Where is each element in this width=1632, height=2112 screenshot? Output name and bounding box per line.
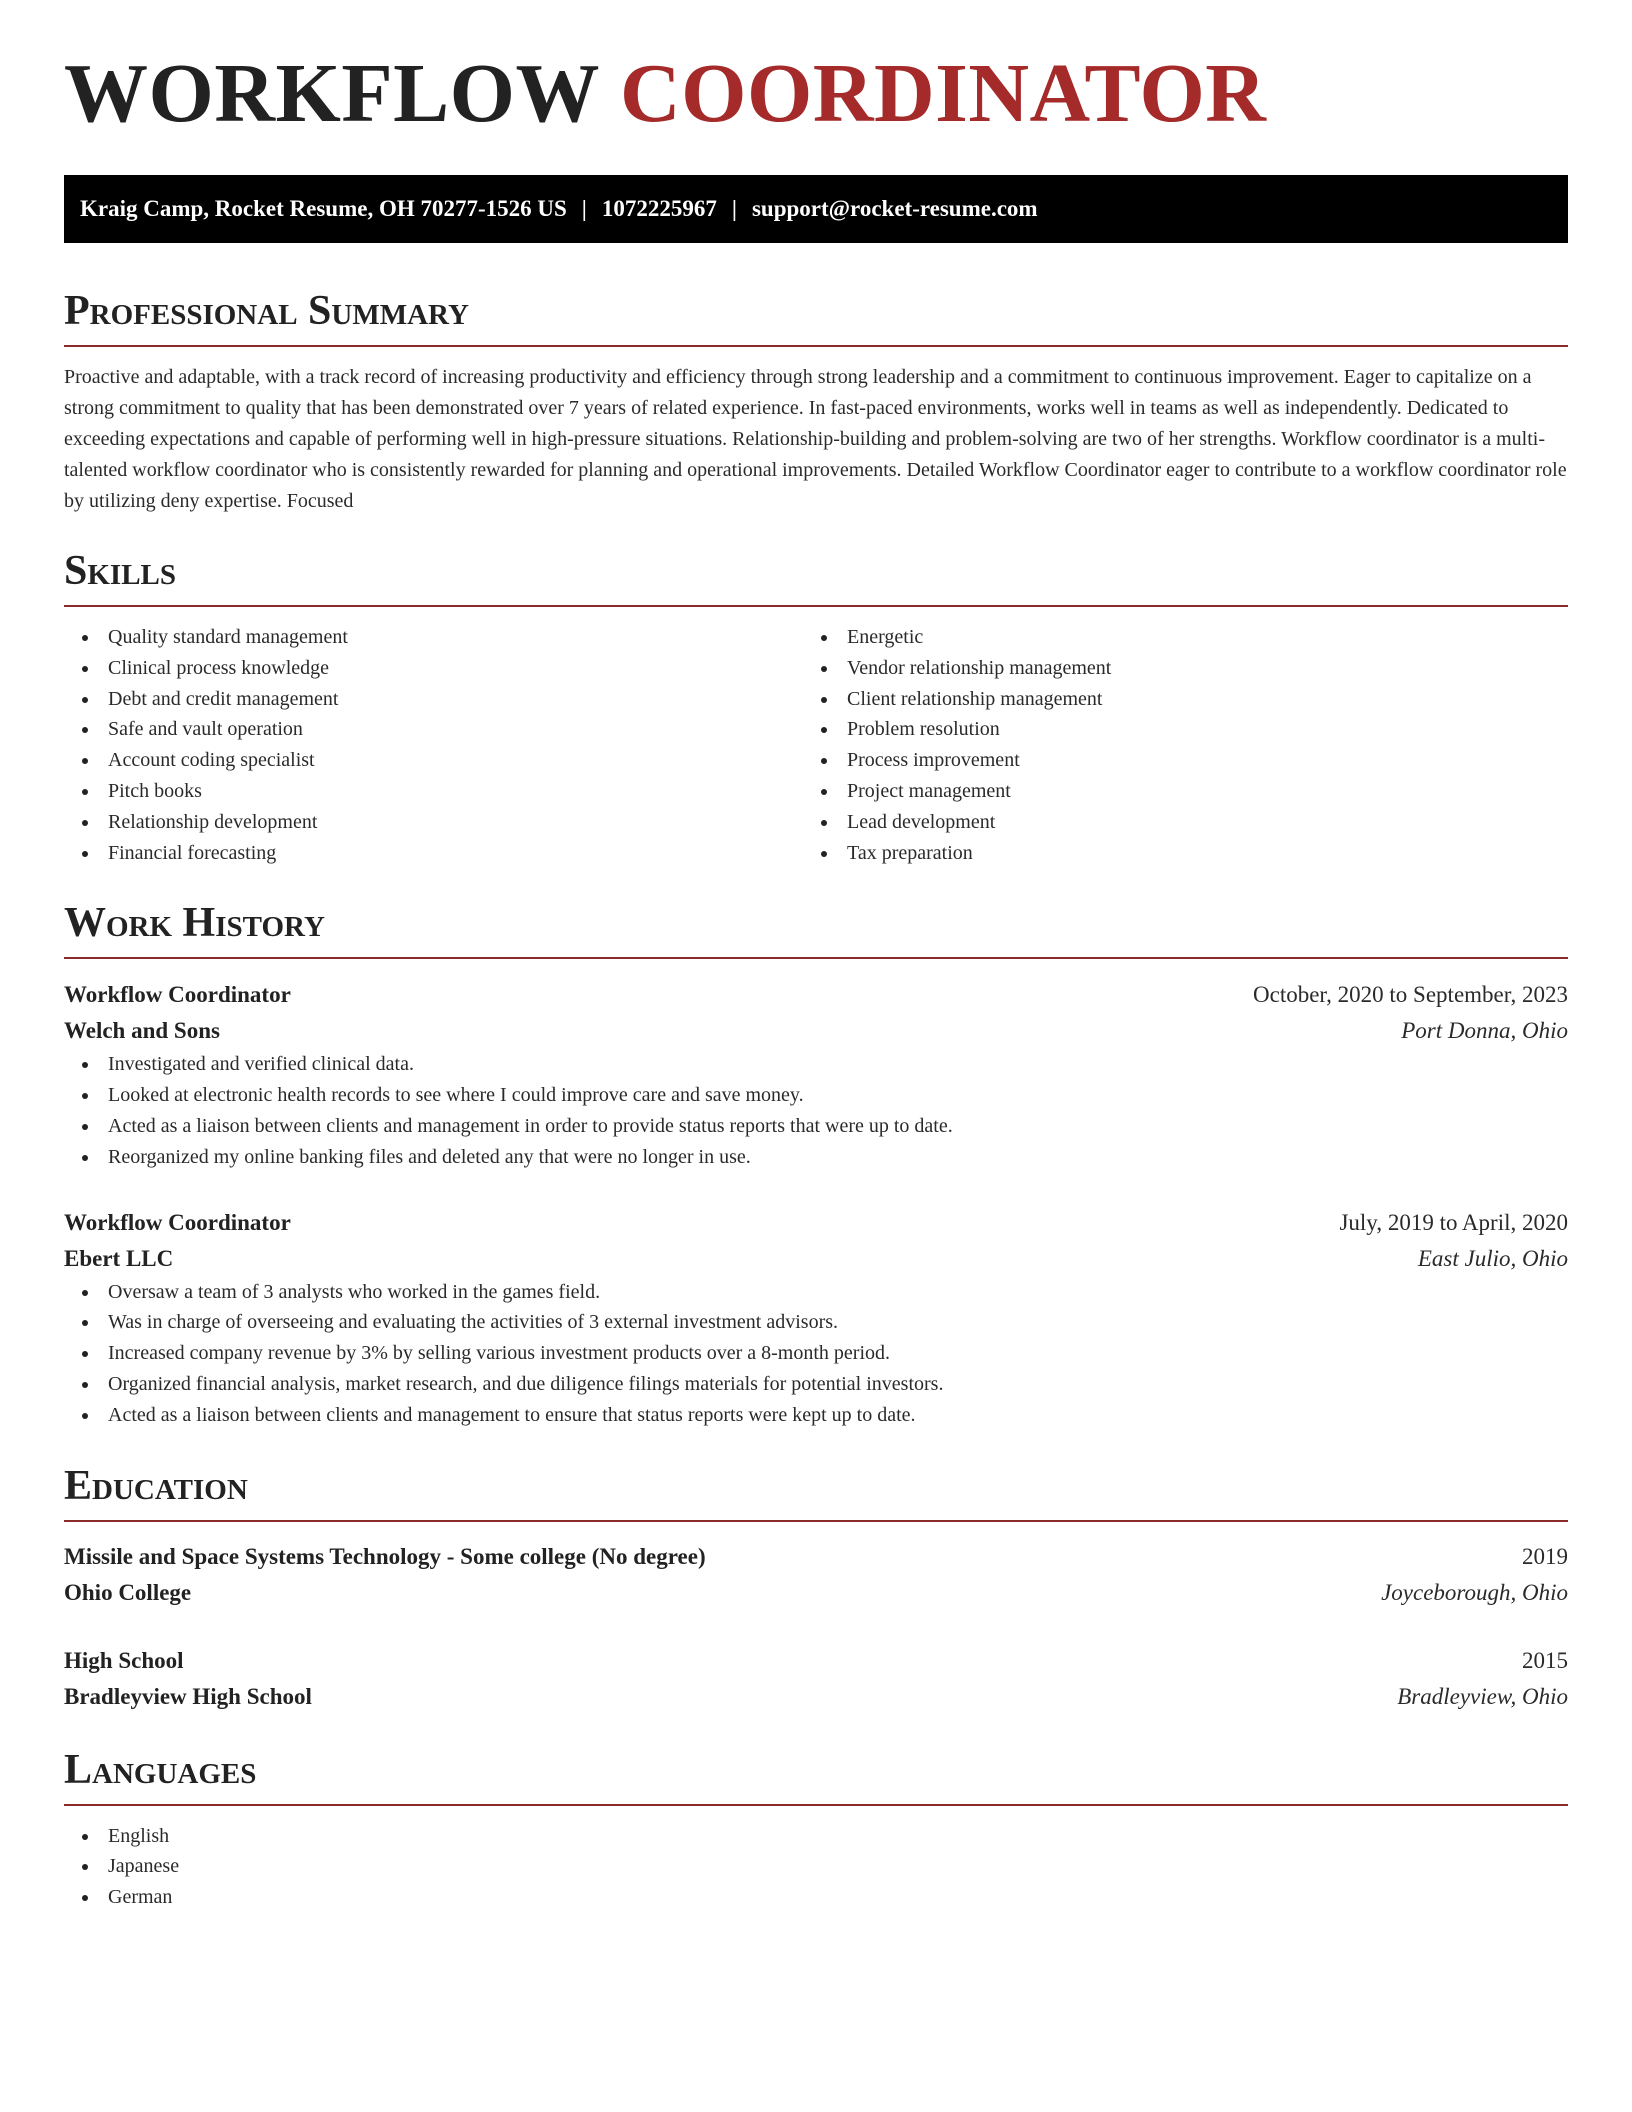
job-duties-list <box>64 1049 1568 1172</box>
education-degree-row <box>64 1643 1568 1679</box>
summary-text: Proactive and adaptable, with a track record of increasing productivity and efficiency through strong leadership and a commitment to continuous improvement. Eager to capitalize on a strong commitment to quality that has been demonstrated over 7 years of related experience. In fast-paced environments, works well in teams as well as independently. Dedicated to exceeding expectations and capable of performing well in high-pressure situations. Relationship-building and problem-solving are two of her strengths. Workflow coordinator is a multi-talented workflow coordinator who is consistently rewarded for planning and operational improvements. Detailed Workflow Coordinator eager to contribute to a workflow coordinator role by utilizing deny expertise. Focused <box>64 366 1567 512</box>
skill-item: Client relationship management <box>803 684 1542 715</box>
job-duty: Investigated and verified clinical data. <box>64 1049 1568 1080</box>
skill-item: Pitch books <box>64 776 803 807</box>
education-degree: High School <box>64 1647 184 1673</box>
job-duty: Acted as a liaison between clients and management in order to provide status reports that were up to date. <box>64 1111 1568 1142</box>
resume-title <box>64 0 1568 140</box>
languages-section <box>64 1746 1568 1913</box>
education-location: Joyceborough, Ohio <box>1381 1579 1568 1605</box>
education-school-row <box>64 1575 1568 1611</box>
education-degree: Missile and Space Systems Technology - Some college (No degree) <box>64 1543 706 1569</box>
contact-separator: | <box>581 196 587 221</box>
job-duty: Was in charge of overseeing and evaluating the activities of 3 external investment advisors. <box>64 1307 1568 1338</box>
job-duty: Oversaw a team of 3 analysts who worked in the games field. <box>64 1277 1568 1308</box>
job-title: Workflow Coordinator <box>64 1209 291 1235</box>
contact-email: support@rocket-resume.com <box>751 196 1038 221</box>
skill-item: Energetic <box>803 622 1542 653</box>
job-duty: Acted as a liaison between clients and management to ensure that status reports were kept up to date. <box>64 1400 1568 1431</box>
education-year: 2019 <box>1522 1543 1568 1569</box>
job-company: Welch and Sons <box>64 1018 220 1044</box>
title-first-word: WORKFLOW <box>64 47 599 140</box>
skills-section <box>64 550 1568 868</box>
language-item: German <box>64 1882 1568 1913</box>
contact-bar <box>64 175 1568 243</box>
education-year: 2015 <box>1522 1647 1568 1673</box>
skill-item: Safe and vault operation <box>64 714 803 745</box>
education-entry <box>64 1643 1568 1715</box>
job-dates: July, 2019 to April, 2020 <box>1339 1209 1568 1235</box>
education-degree-row <box>64 1539 1568 1575</box>
work-section <box>64 902 1568 1430</box>
title-second-word: COORDINATOR <box>620 47 1267 140</box>
education-school-row <box>64 1679 1568 1715</box>
job-duty: Looked at electronic health records to see where I could improve care and save money. <box>64 1080 1568 1111</box>
job-header-row <box>64 977 1568 1013</box>
skill-item: Debt and credit management <box>64 684 803 715</box>
contact-address: Kraig Camp, Rocket Resume, OH 70277-1526 US <box>80 196 567 221</box>
skill-item: Problem resolution <box>803 714 1542 745</box>
skills-right-list <box>803 622 1542 868</box>
education-entry <box>64 1539 1568 1611</box>
skill-item: Relationship development <box>64 807 803 838</box>
skill-item: Project management <box>803 776 1542 807</box>
job-entry <box>64 977 1568 1172</box>
skill-item: Tax preparation <box>803 838 1542 869</box>
job-dates: October, 2020 to September, 2023 <box>1253 982 1568 1008</box>
skills-left-list <box>64 622 803 868</box>
skill-item: Clinical process knowledge <box>64 653 803 684</box>
language-item: English <box>64 1821 1568 1852</box>
languages-heading: Languages <box>64 1749 1568 1806</box>
contact-separator: | <box>731 196 737 221</box>
job-company-row <box>64 1013 1568 1049</box>
skills-heading: Skills <box>64 550 1568 607</box>
education-location: Bradleyview, Ohio <box>1397 1683 1568 1709</box>
job-title: Workflow Coordinator <box>64 982 291 1008</box>
job-company: Ebert LLC <box>64 1245 174 1271</box>
languages-list <box>64 1821 1568 1913</box>
skill-item: Vendor relationship management <box>803 653 1542 684</box>
skill-item: Financial forecasting <box>64 838 803 869</box>
summary-section <box>64 290 1568 517</box>
job-location: East Julio, Ohio <box>1417 1245 1568 1271</box>
skills-grid <box>64 622 1568 868</box>
summary-heading: Professional Summary <box>64 290 1568 347</box>
skill-item: Quality standard management <box>64 622 803 653</box>
job-duty: Increased company revenue by 3% by selling various investment products over a 8-month period. <box>64 1338 1568 1369</box>
language-item: Japanese <box>64 1851 1568 1882</box>
contact-phone: 1072225967 <box>601 196 717 221</box>
job-duty: Reorganized my online banking files and deleted any that were no longer in use. <box>64 1142 1568 1173</box>
education-school: Bradleyview High School <box>64 1683 312 1709</box>
job-header-row <box>64 1205 1568 1241</box>
job-company-row <box>64 1241 1568 1277</box>
work-heading: Work History <box>64 902 1568 959</box>
skill-item: Lead development <box>803 807 1542 838</box>
education-heading: Education <box>64 1465 1568 1522</box>
job-entry <box>64 1205 1568 1431</box>
skill-item: Process improvement <box>803 745 1542 776</box>
job-duties-list <box>64 1277 1568 1431</box>
job-location: Port Donna, Ohio <box>1401 1018 1568 1044</box>
education-section <box>64 1462 1568 1715</box>
education-school: Ohio College <box>64 1579 192 1605</box>
job-duty: Organized financial analysis, market research, and due diligence filings materials for potential investors. <box>64 1369 1568 1400</box>
skill-item: Account coding specialist <box>64 745 803 776</box>
